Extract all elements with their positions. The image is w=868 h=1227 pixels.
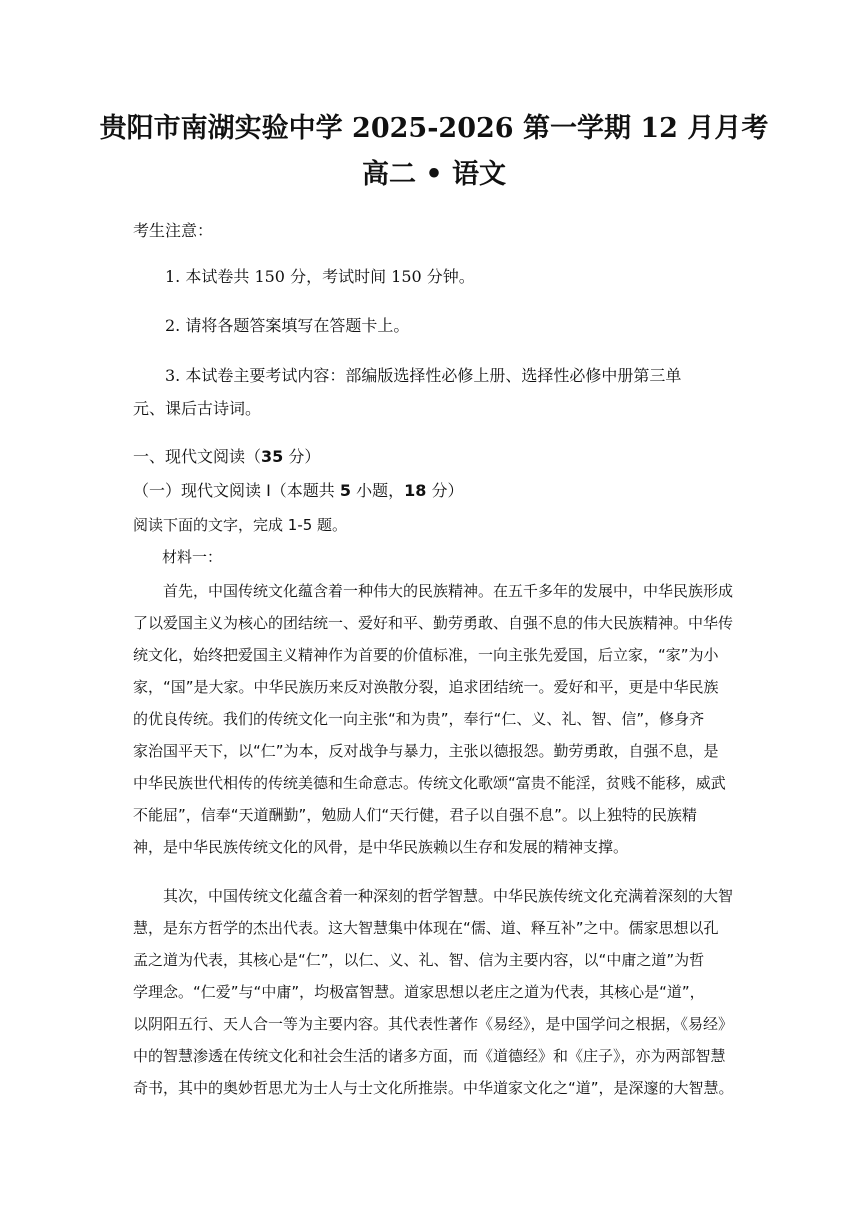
subsection-heading <box>133 480 464 502</box>
section-title-suffix: 分） <box>283 447 321 466</box>
paragraph-line: 了以爱国主义为核心的团结统一、爱好和平、勤劳勇敢、自强不息的伟大民族精神。中华传 <box>133 614 734 632</box>
paragraph-line: 以阴阳五行、天人合一等为主要内容。其代表性著作《易经》，是中国学问之根据，《易经》 <box>133 1015 734 1033</box>
reading-instruction: 阅读下面的文字，完成 1-5 题。 <box>133 516 348 534</box>
subsection-mid: 小题， <box>351 481 405 500</box>
material-label: 材料一： <box>162 548 223 566</box>
note-item-3-continued: 元、课后古诗词。 <box>133 399 262 418</box>
paragraph-line: 的优良传统。我们的传统文化一向主张“和为贵”，奉行“仁、义、礼、智、信”，修身齐 <box>133 710 705 728</box>
paragraph-line: 奇书，其中的奥妙哲思尤为士人与士文化所推崇。中华道家文化之“道”，是深邃的大智慧。 <box>133 1079 734 1097</box>
paragraph-line: 学理念。“仁爱”与“中庸”，均极富智慧。道家思想以老庄之道为代表，其核心是“道”， <box>133 983 705 1001</box>
paragraph-line: 其次，中国传统文化蕴含着一种深刻的哲学智慧。中华民族传统文化充满着深刻的大智 <box>163 887 734 905</box>
section-title-prefix: 一、现代文阅读（ <box>133 447 262 466</box>
paragraph-line: 中华民族世代相传的传统美德和生命意志。传统文化歌颂“富贵不能淫，贫贱不能移，威武 <box>133 774 726 792</box>
subsection-suffix: 分） <box>426 481 464 500</box>
exam-subtitle: 高二 • 语文 <box>361 159 507 190</box>
notes-label: 考生注意： <box>133 221 214 240</box>
subsection-count: 5 <box>339 481 352 500</box>
paragraph-line: 中的智慧渗透在传统文化和社会生活的诸多方面，而《道德经》和《庄子》，亦为两部智慧 <box>133 1047 726 1065</box>
note-item-3: 3. 本试卷主要考试内容：部编版选择性必修上册、选择性必修中册第三单 <box>165 366 682 385</box>
paragraph-line: 家治国平天下，以“仁”为本，反对战争与暴力，主张以德报怨。勤劳勇敢，自强不息，是 <box>133 742 719 760</box>
subsection-prefix: （一）现代文阅读 Ⅰ（本题共 <box>133 481 340 500</box>
paragraph-line: 慧，是东方哲学的杰出代表。这大智慧集中体现在“儒、道、释互补”之中。儒家思想以孔 <box>133 919 719 937</box>
paragraph-2 <box>133 880 738 1104</box>
paragraph-line: 统文化，始终把爱国主义精神作为首要的价值标准，一向主张先爱国，后立家，“家”为小 <box>133 646 719 664</box>
paragraph-line: 神，是中华民族传统文化的风骨，是中华民族赖以生存和发展的精神支撑。 <box>133 838 629 856</box>
paragraph-1 <box>133 575 738 863</box>
paragraph-line: 不能屈”，信奉“天道酬勤”，勉励人们“天行健，君子以自强不息”。以上独特的民族精 <box>133 806 697 824</box>
paragraph-line: 家，“国”是大家。中华民族历来反对涣散分裂，追求团结统一。爱好和平，更是中华民族 <box>133 678 719 696</box>
note-item-1: 1. 本试卷共 150 分，考试时间 150 分钟。 <box>165 267 475 286</box>
paragraph-line: 孟之道为代表，其核心是“仁”，以仁、义、礼、智、信为主要内容，以“中庸之道”为哲 <box>133 951 705 969</box>
note-item-2: 2. 请将各题答案填写在答题卡上。 <box>165 316 410 335</box>
paragraph-line: 首先，中国传统文化蕴含着一种伟大的民族精神。在五千多年的发展中，中华民族形成 <box>163 582 734 600</box>
exam-title: 贵阳市南湖实验中学 2025-2026 第一学期 12 月月考 <box>99 113 769 144</box>
section-score: 35 <box>261 447 284 466</box>
subsection-score: 18 <box>404 481 427 500</box>
section-heading <box>133 446 320 468</box>
